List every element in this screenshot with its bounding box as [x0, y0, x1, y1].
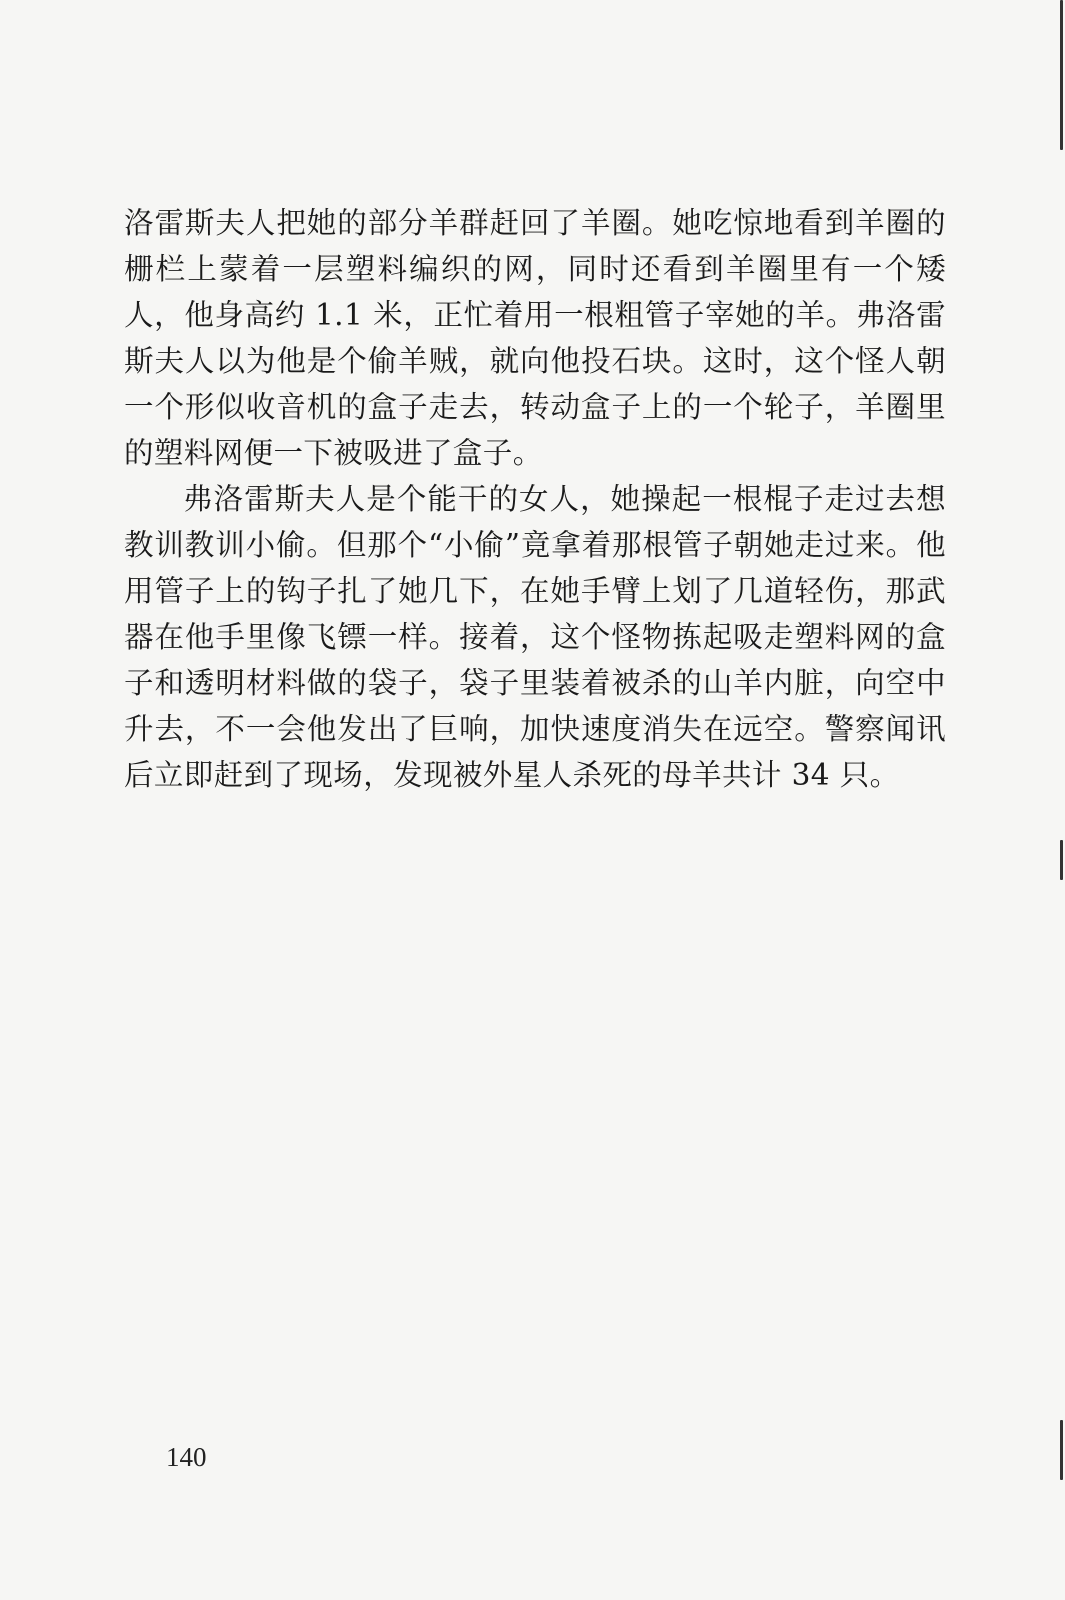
- page-edge-shadow: [1060, 1420, 1063, 1480]
- page-edge-shadow: [1060, 0, 1063, 150]
- page-edge-shadow: [1060, 840, 1063, 880]
- paragraph-1: 洛雷斯夫人把她的部分羊群赶回了羊圈。她吃惊地看到羊圈的栅栏上蒙着一层塑料编织的网，同时还看到羊圈里有一个矮人，他身高约 1.1 米，正忙着用一根粗管子宰她的羊。弗洛雷斯夫人以为他是个偷羊贼，就向他投石块。这时，这个怪人朝一个形似收音机的盒子走去，转动盒子上的一个轮子，羊圈里的塑料网便一下被吸进了盒子。: [124, 206, 946, 470]
- paragraph-2: 弗洛雷斯夫人是个能干的女人，她操起一根棍子走过去想教训教训小偷。但那个“小偷”竟拿着那根管子朝她走过来。他用管子上的钩子扎了她几下，在她手臂上划了几道轻伤，那武器在他手里像飞镖一样。接着，这个怪物拣起吸走塑料网的盒子和透明材料做的袋子，袋子里装着被杀的山羊内脏，向空中升去，不一会他发出了巨响，加快速度消失在远空。警察闻讯后立即赶到了现场，发现被外星人杀死的母羊共计 34 只。: [124, 482, 946, 792]
- body-text: [124, 200, 946, 798]
- page-number: 140: [166, 1442, 207, 1472]
